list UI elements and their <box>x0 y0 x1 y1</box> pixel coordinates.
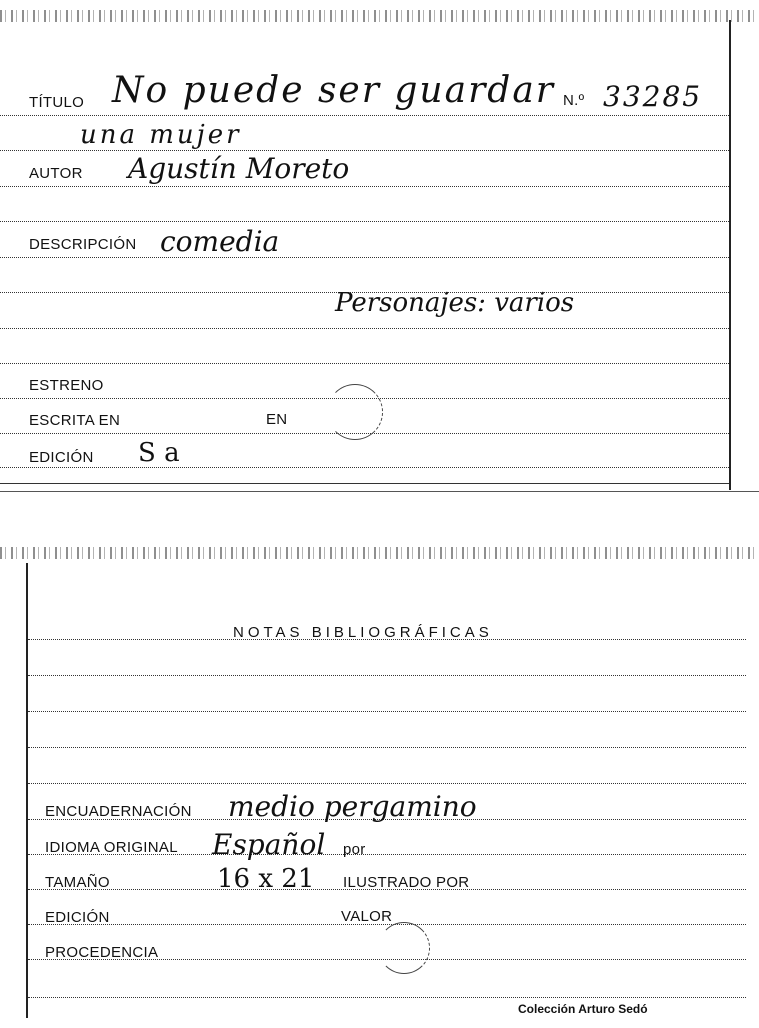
personajes-value: Personajes: varios <box>335 288 575 318</box>
por-label: por <box>343 841 366 858</box>
rule <box>0 363 729 364</box>
circular-stamp <box>327 384 383 440</box>
rule <box>0 257 729 258</box>
edicion-value: S a <box>138 438 180 468</box>
valor-label: VALOR <box>341 908 393 925</box>
encuadernacion-value: medio pergamino <box>228 790 477 823</box>
edicion-label: EDICIÓN <box>29 449 94 466</box>
procedencia-label: PROCEDENCIA <box>45 944 159 961</box>
rule <box>0 483 729 484</box>
descripcion-label: DESCRIPCIÓN <box>29 236 137 253</box>
titulo-value-line2: una mujer <box>80 120 242 150</box>
rule <box>28 711 746 712</box>
encuadernacion-label: ENCUADERNACIÓN <box>45 803 192 820</box>
notas-heading: NOTAS BIBLIOGRÁFICAS <box>233 624 493 641</box>
collection-footer: Colección Arturo Sedó <box>518 1002 648 1016</box>
titulo-value-line1: No puede ser guardar <box>112 70 555 111</box>
rule <box>0 115 729 116</box>
circular-stamp-2 <box>378 922 430 974</box>
rule <box>28 783 746 784</box>
rule <box>0 221 729 222</box>
escrita-en-label: ESCRITA EN <box>29 412 121 429</box>
ilustrado-label: ILUSTRADO POR <box>343 874 470 891</box>
scan-edge-middle <box>0 547 759 559</box>
rule <box>0 467 729 468</box>
numero-value: 33285 <box>603 80 703 113</box>
rule <box>0 186 729 187</box>
rule <box>28 997 746 998</box>
edicion-label-2: EDICIÓN <box>45 909 110 926</box>
rule <box>0 328 729 329</box>
tamano-label: TAMAÑO <box>45 874 110 891</box>
card-separator <box>0 491 759 492</box>
idioma-value: Español <box>212 828 326 861</box>
rule <box>0 150 729 151</box>
descripcion-value: comedia <box>160 225 280 258</box>
tamano-value: 16 x 21 <box>217 864 315 894</box>
titulo-label: TÍTULO <box>29 94 85 111</box>
estreno-label: ESTRENO <box>29 377 104 394</box>
idioma-label: IDIOMA ORIGINAL <box>45 839 178 856</box>
autor-value: Agustín Moreto <box>128 152 350 185</box>
rule <box>28 747 746 748</box>
en-label: EN <box>266 411 288 428</box>
autor-label: AUTOR <box>29 165 83 182</box>
numero-label: N.º <box>563 92 585 109</box>
rule <box>28 675 746 676</box>
